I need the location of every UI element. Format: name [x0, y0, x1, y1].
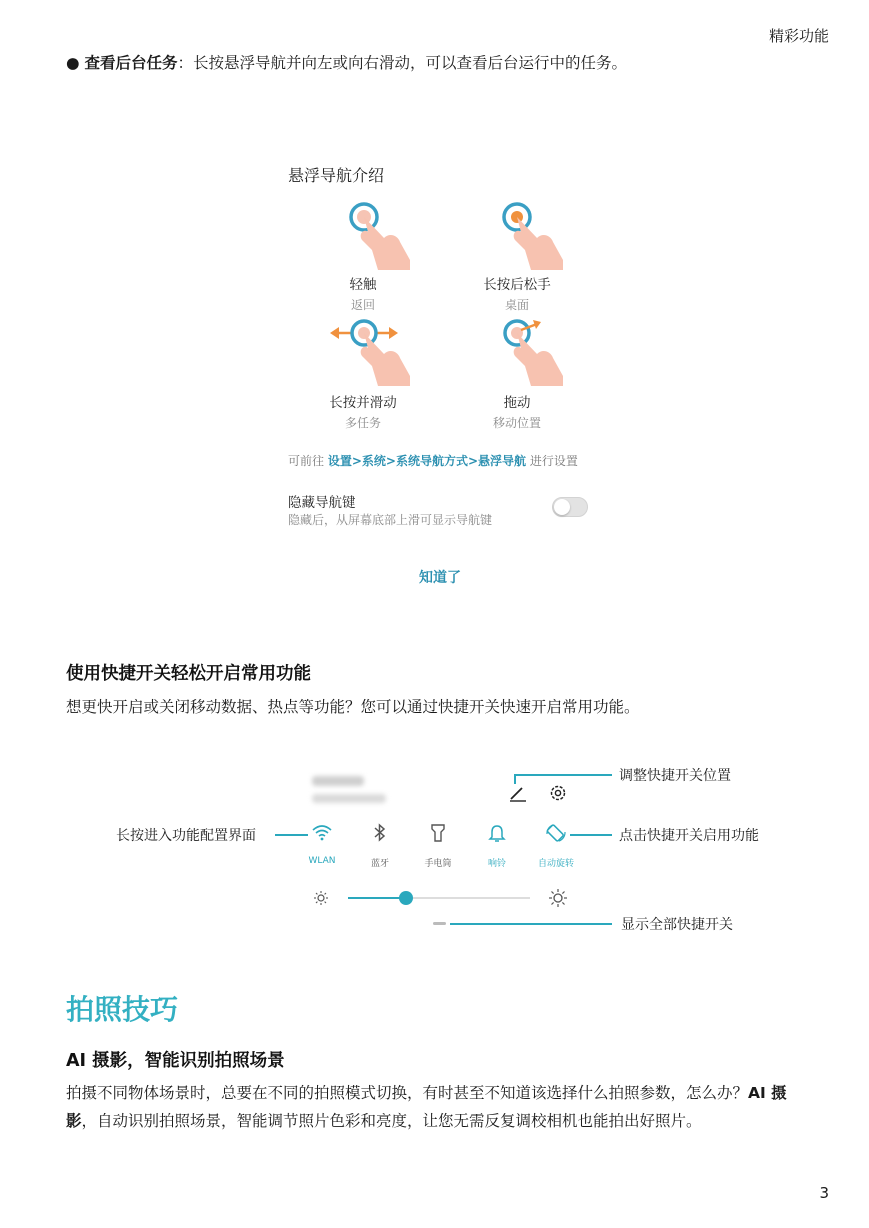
long-press-gesture-illustration — [481, 198, 571, 270]
callout-line-long-press — [275, 834, 308, 836]
callout-adjust: 调整快捷开关位置 — [619, 768, 731, 784]
hide-nav-title: 隐藏导航键 — [288, 495, 356, 511]
toggle-knob — [554, 499, 570, 515]
toggle-label-ring: 响铃 — [487, 859, 506, 869]
callout-show-all: 显示全部快捷开关 — [621, 917, 733, 933]
brightness-low-icon — [314, 891, 328, 905]
callout-long-press: 长按进入功能配置界面 — [116, 828, 256, 844]
para-text-2: ，自动识别拍照场景，智能调节照片色彩和亮度，让您无需反复调校相机也能拍出好照片。 — [81, 1112, 702, 1130]
gesture-label: 拖动 — [503, 395, 531, 411]
bell-icon[interactable] — [488, 823, 506, 843]
callout-line-show-all — [450, 923, 612, 925]
toggle-label-rotate: 自动旋转 — [537, 859, 574, 869]
callout-tap: 点击快捷开关启用功能 — [619, 828, 759, 844]
hide-nav-description: 隐藏后，从屏幕底部上滑可显示导航键 — [288, 513, 493, 527]
ai-photo-heading: AI 摄影，智能识别拍照场景 — [66, 1051, 285, 1071]
brightness-slider-fill — [348, 897, 406, 899]
bullet-text: ：长按悬浮导航并向左或向右滑动，可以查看后台运行中的任务。 — [177, 54, 627, 72]
gesture-tap — [298, 273, 428, 313]
bullet-title: 查看后台任务 — [84, 54, 178, 72]
hint-prefix: 可前往 — [288, 454, 325, 468]
gesture-sub: 返回 — [350, 298, 375, 312]
got-it-button[interactable]: 知道了 — [419, 570, 461, 586]
blurred-date — [312, 794, 386, 803]
hint-suffix: 进行设置 — [529, 454, 578, 468]
bullet-background-tasks — [66, 51, 627, 73]
para-text-1: 拍摄不同物体场景时，总要在不同的拍照模式切换，有时甚至不知道该选择什么拍照参数，怎么办？ — [66, 1084, 749, 1102]
gesture-sub: 多任务 — [344, 416, 381, 430]
gesture-sub: 移动位置 — [492, 416, 541, 430]
brightness-slider-thumb[interactable] — [399, 891, 413, 905]
nav-card-title: 悬浮导航介绍 — [288, 166, 385, 185]
gesture-sub: 桌面 — [504, 298, 529, 312]
hide-nav-toggle[interactable] — [552, 497, 588, 517]
gesture-label: 轻触 — [349, 277, 377, 293]
quick-switch-intro: 想更快开启或关闭移动数据、热点等功能？您可以通过快捷开关快速开启常用功能。 — [66, 698, 640, 716]
running-header: 精彩功能 — [768, 27, 829, 45]
brightness-slider-track[interactable] — [348, 897, 530, 899]
drag-gesture-illustration — [481, 316, 571, 388]
tap-gesture-illustration — [328, 198, 418, 270]
blurred-time — [312, 776, 364, 786]
wifi-icon[interactable] — [311, 823, 333, 841]
expand-handle-icon[interactable] — [433, 922, 446, 925]
brightness-high-icon — [549, 889, 567, 907]
callout-line-tap — [570, 834, 612, 836]
gesture-slide — [298, 391, 428, 431]
edit-pen-icon[interactable] — [508, 784, 528, 802]
gesture-long-press — [452, 273, 582, 313]
settings-hint — [288, 452, 578, 469]
toggle-label-flashlight: 手电筒 — [424, 859, 452, 869]
gesture-label: 长按并滑动 — [329, 395, 397, 411]
callout-line-adjust — [514, 774, 612, 776]
settings-path-link[interactable]: 设置>系统>系统导航方式>悬浮导航 — [327, 454, 527, 468]
page-number: 3 — [819, 1184, 829, 1202]
toggle-label-bluetooth: 蓝牙 — [370, 859, 389, 869]
callout-line-adjust-drop — [514, 774, 516, 784]
slide-gesture-illustration — [328, 316, 418, 388]
bullet-dot: ● — [66, 54, 85, 72]
rotate-icon[interactable] — [545, 822, 567, 844]
bluetooth-icon[interactable] — [372, 823, 388, 843]
flashlight-icon[interactable] — [430, 823, 446, 843]
gesture-label: 长按后松手 — [483, 277, 551, 293]
gesture-drag — [452, 391, 582, 431]
photo-tips-heading: 拍照技巧 — [66, 993, 179, 1026]
gear-icon[interactable] — [548, 784, 568, 802]
toggle-label-wlan: WLAN — [308, 856, 336, 866]
quick-switch-heading: 使用快捷开关轻松开启常用功能 — [66, 664, 311, 684]
para-bold: AI 摄影 — [66, 1084, 787, 1130]
ai-photo-paragraph — [66, 1079, 811, 1135]
